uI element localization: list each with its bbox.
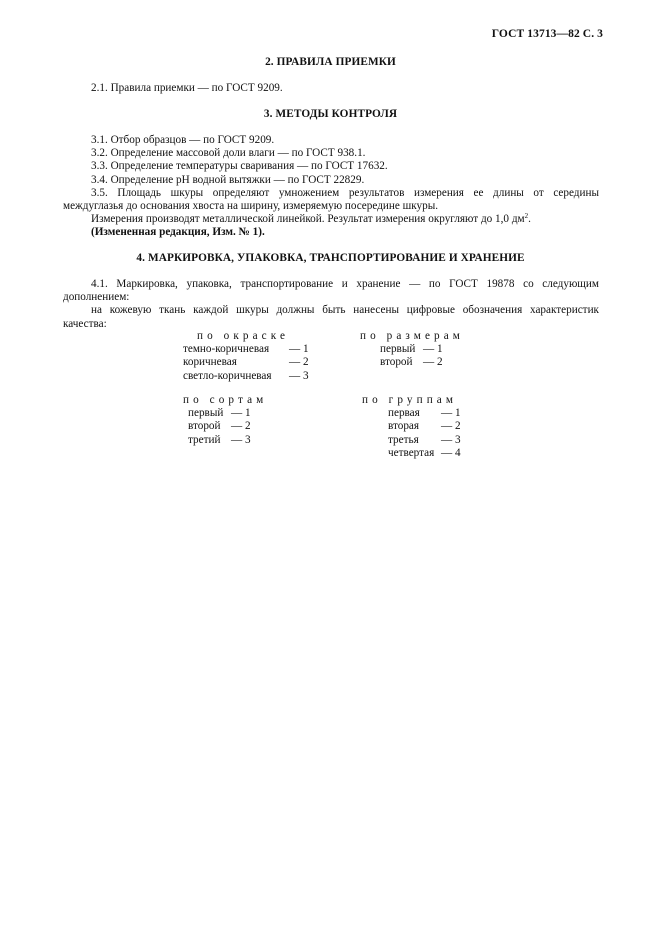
measurement-note-end: . xyxy=(528,213,531,226)
codes-grade-label: третий xyxy=(188,433,221,446)
section-3-heading: 3. МЕТОДЫ КОНТРОЛЯ xyxy=(263,108,398,120)
codes-color-row xyxy=(183,343,323,356)
running-header: ГОСТ 13713—82 С. 3 xyxy=(491,28,603,40)
measurement-note-text: Измерения производят металлической линейкой. Результат измерения округляют до 1,0 дм xyxy=(91,213,525,226)
codes-group-code: — 3 xyxy=(441,433,461,446)
codes-group-row xyxy=(362,420,482,433)
section-3-body xyxy=(63,134,599,240)
codes-group-code: — 1 xyxy=(441,407,461,420)
section-2-heading: 2. ПРАВИЛА ПРИЕМКИ xyxy=(265,56,396,68)
codes-color-label: светло-коричневая xyxy=(183,369,272,382)
codes-grade-caption: по сортам xyxy=(183,394,268,406)
codes-color-code: — 3 xyxy=(289,369,309,382)
codes-size-row xyxy=(360,343,480,356)
paragraph-4-2-line-1: на кожевую ткань каждой шкуры должны быть нанесены цифровые обозначения характеристик xyxy=(91,304,599,317)
codes-grade-code: — 2 xyxy=(231,420,251,433)
codes-group-block xyxy=(362,394,482,460)
codes-color-block xyxy=(183,330,323,383)
codes-color-row xyxy=(183,356,323,369)
codes-size-code: — 2 xyxy=(423,356,443,369)
codes-color-code: — 2 xyxy=(289,356,309,369)
codes-grade-block xyxy=(183,394,288,447)
codes-size-label: второй xyxy=(380,356,413,369)
codes-grade-row xyxy=(188,407,288,420)
codes-group-label: четвертая xyxy=(388,446,435,459)
codes-grade-row xyxy=(188,420,288,433)
paragraph-2-1 xyxy=(63,82,599,95)
codes-color-code: — 1 xyxy=(289,343,309,356)
codes-group-row xyxy=(362,407,482,420)
codes-size-code: — 1 xyxy=(423,343,443,356)
codes-group-row xyxy=(362,434,482,447)
codes-group-code: — 4 xyxy=(441,446,461,459)
paragraph-4-1-line-2: дополнением: xyxy=(63,291,130,304)
codes-grade-label: второй xyxy=(188,420,221,433)
paragraph-3-1: 3.1. Отбор образцов — по ГОСТ 9209. xyxy=(91,134,275,146)
codes-color-label: темно-коричневая xyxy=(183,343,270,356)
codes-color-row xyxy=(183,370,323,383)
paragraph-3-2: 3.2. Определение массовой доли влаги — по ГОСТ 938.1. xyxy=(91,147,366,160)
paragraph-4-1-line-1: 4.1. Маркировка, упаковка, транспортирование и хранение — по ГОСТ 19878 со следующим xyxy=(91,278,599,290)
codes-grade-code: — 3 xyxy=(231,433,251,446)
amendment-note: (Измененная редакция, Изм. № 1). xyxy=(91,226,265,239)
codes-grade-row xyxy=(188,434,288,447)
codes-group-row xyxy=(362,447,482,460)
codes-group-label: вторая xyxy=(388,420,420,433)
codes-size-label: первый xyxy=(380,343,416,356)
paragraph-3-3: 3.3. Определение температуры сваривания — по ГОСТ 17632. xyxy=(91,160,388,173)
paragraph-3-5-line-1: 3.5. Площадь шкуры определяют умножением результатов измерения ее длины от середины xyxy=(91,186,599,199)
codes-color-label: коричневая xyxy=(183,356,237,369)
measurement-note-superscript: 2 xyxy=(524,212,529,221)
paragraph-3-5-line-2: междуглазья до основания хвоста на ширину, измеряемую посередине шкуры. xyxy=(63,200,439,213)
codes-color-caption: по окраске xyxy=(197,330,290,342)
codes-grade-label: первый xyxy=(188,407,224,420)
codes-group-code: — 2 xyxy=(441,420,461,433)
paragraph-3-4: 3.4. Определение рН водной вытяжки — по ГОСТ 22829. xyxy=(91,173,365,186)
section-4-body xyxy=(63,278,599,331)
codes-group-label: первая xyxy=(388,407,420,420)
codes-grade-code: — 1 xyxy=(231,407,251,420)
codes-size-block xyxy=(360,330,480,370)
measurement-note xyxy=(63,213,599,226)
codes-size-row xyxy=(360,356,480,369)
codes-size-caption: по размерам xyxy=(360,330,464,342)
codes-group-label: третья xyxy=(388,433,419,446)
section-4-heading: 4. МАРКИРОВКА, УПАКОВКА, ТРАНСПОРТИРОВАНИЕ И ХРАНЕНИЕ xyxy=(136,252,525,264)
paragraph-2-1-text: 2.1. Правила приемки — по ГОСТ 9209. xyxy=(91,82,283,94)
paragraph-4-2-line-2: качества: xyxy=(63,317,107,330)
codes-group-caption: по группам xyxy=(362,394,458,406)
